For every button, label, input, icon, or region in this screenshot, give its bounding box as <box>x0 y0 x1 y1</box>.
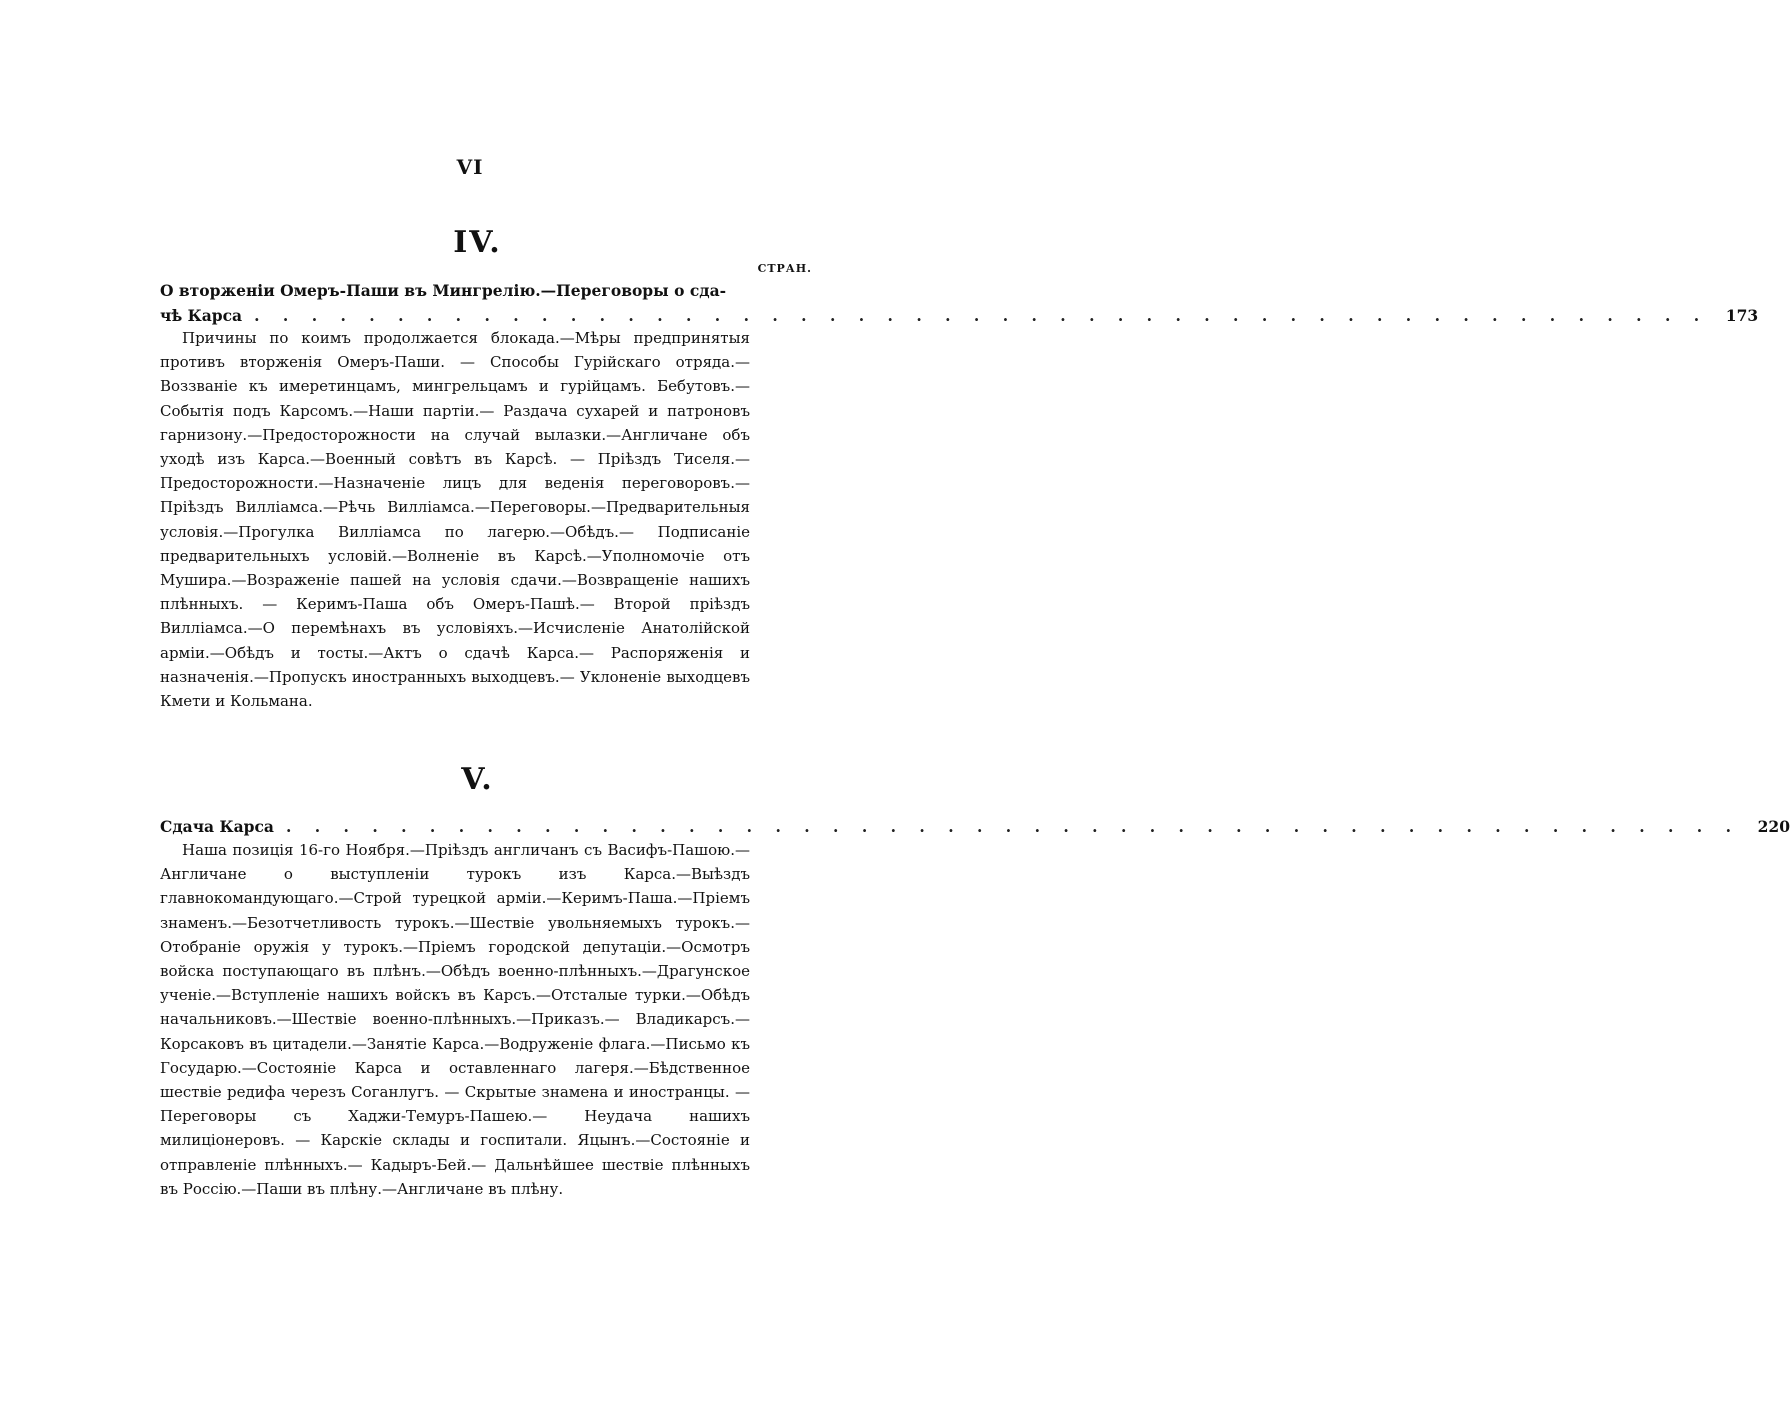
toc-entry <box>160 814 1790 839</box>
page-number: VI <box>456 155 484 179</box>
entry-title-last-line <box>160 303 1759 328</box>
dot-leader: . . . . . . . . . . . . . . . . . . . . . . . . . . . . . . . . . . . . . . . . . . . . . . . . . . . <box>285 817 1740 836</box>
page-column-label: СТРАН. <box>757 262 812 275</box>
entry-title-continuation: чѣ Карса <box>160 306 243 325</box>
chapter-summary: Причины по коимъ продолжается блокада.—Мѣры предпринятыя противъ вторженія Омеръ-Паши. — Способы Гурійскаго отряда.— Воззваніе къ имеретинцамъ, мингрельцамъ и гурійцамъ. Бебутовъ.— Событія подъ Карсомъ.—Наши партіи.— Раздача сухарей и патроновъ гарнизону.—Предосторожности на случай вылазки.—Англичане объ уходѣ изъ Карса.—Военный совѣтъ въ Карсѣ. — Пріѣздъ Тиселя.—Предосторожности.—Назначеніе лицъ для веденія переговоровъ.—Пріѣздъ Вилліамса.—Рѣчь Вилліамса.—Переговоры.—Предварительныя условія.—Прогулка Вилліамса по лагерю.—Обѣдъ.— Подписаніе предварительныхъ условій.—Волненіе въ Карсѣ.—Уполномочіе отъ Мушира.—Возраженіе пашей на условія сдачи.—Возвращеніе нашихъ плѣнныхъ. — Керимъ-Паша объ Омеръ-Пашѣ.— Второй пріѣздъ Вилліамса.—О перемѣнахъ въ условіяхъ.—Исчисленіе Анатолійской арміи.—Обѣдъ и тосты.—Актъ о сдачѣ Карса.— Распоряженія и назначенія.—Пропускъ иностранныхъ выходцевъ.— Уклоненіе выходцевъ Кмети и Кольмана. <box>160 329 750 711</box>
chapter-summary: Наша позиція 16-го Ноября.—Пріѣздъ англичанъ съ Васифъ-Пашою.—Англичане о выступленіи турокъ изъ Карса.—Выѣздъ главнокомандующаго.—Строй турецкой арміи.—Керимъ-Паша.—Пріемъ знаменъ.—Безотчетливость турокъ.—Шествіе увольняемыхъ турокъ.— Отобраніе оружія у турокъ.—Пріемъ городской депутаціи.—Осмотръ войска поступающаго въ плѣнъ.—Обѣдъ военно-плѣнныхъ.—Драгунское ученіе.—Вступленіе нашихъ войскъ въ Карсъ.—Отсталые турки.—Обѣдъ начальниковъ.—Шествіе военно-плѣнныхъ.—Приказъ.— Владикарсъ.—Корсаковъ въ цитадели.—Занятіе Карса.—Водруженіе флага.—Письмо къ Государю.—Состояніе Карса и оставленнаго лагеря.—Бѣдственное шествіе редифа черезъ Соганлугъ. — Скрытые знамена и иностранцы. — Переговоры съ Хаджи-Темуръ-Пашею.— Неудача нашихъ милиціонеровъ. — Карскіе склады и госпитали. Яцынъ.—Состояніе и отправленіе плѣнныхъ.— Кадыръ-Бей.— Дальнѣйшее шествіе плѣнныхъ въ Россію.—Паши въ плѣну.—Англичане въ плѣну. <box>160 841 750 1198</box>
entry-title: Сдача Карса <box>160 817 274 836</box>
entry-page-number: 220 <box>1757 817 1790 836</box>
toc-entry <box>160 278 1759 328</box>
entry-page-number: 173 <box>1725 306 1759 325</box>
chapter-heading: V. <box>461 762 494 797</box>
chapter-heading: IV. <box>453 225 502 260</box>
dot-leader: . . . . . . . . . . . . . . . . . . . . . . . . . . . . . . . . . . . . . . . . . . . . . . . . . . . <box>254 306 1709 325</box>
entry-title: О вторженіи Омеръ-Паши въ Мингрелію.—Переговоры о сда- <box>160 281 727 300</box>
entry-title-last-line <box>160 814 1790 839</box>
